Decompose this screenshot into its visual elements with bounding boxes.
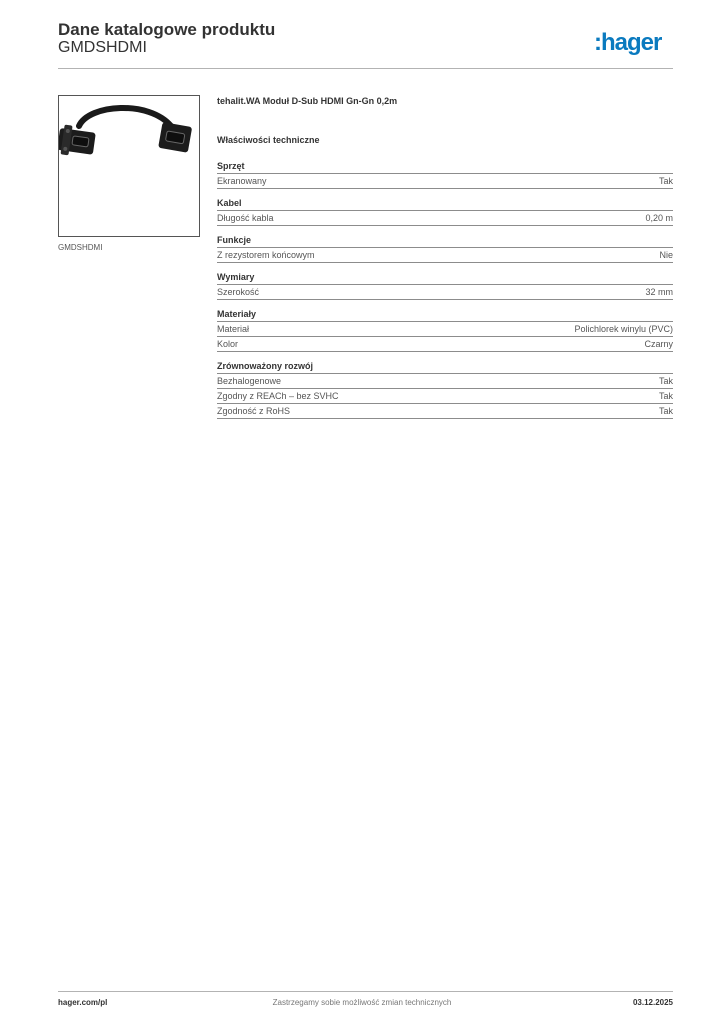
- group-title: Sprzęt: [217, 161, 673, 174]
- spec-row: [217, 174, 673, 189]
- header-divider: [58, 68, 673, 69]
- spec-value: Tak: [658, 406, 673, 416]
- spec-row: [217, 337, 673, 352]
- spec-group-funkcje: [217, 235, 673, 263]
- image-caption: GMDSHDMI: [58, 243, 103, 252]
- spec-value: Polichlorek winylu (PVC): [574, 324, 673, 334]
- footer-website-link[interactable]: hager.com/pl: [58, 998, 108, 1007]
- spec-group-kabel: [217, 198, 673, 226]
- spec-row: [217, 322, 673, 337]
- spec-label: Ekranowany: [217, 176, 267, 186]
- hager-logo: [594, 28, 674, 58]
- group-title: Wymiary: [217, 272, 673, 285]
- spec-label: Materiał: [217, 324, 250, 334]
- spec-group-materialy: [217, 309, 673, 352]
- spec-value: Czarny: [644, 339, 673, 349]
- spec-group-sprzet: [217, 161, 673, 189]
- page-subtitle: GMDSHDMI: [58, 39, 147, 56]
- product-title: tehalit.WA Moduł D-Sub HDMI Gn-Gn 0,2m: [217, 96, 398, 106]
- spec-group-wymiary: [217, 272, 673, 300]
- section-title: Właściwości techniczne: [217, 135, 320, 145]
- spec-value: Tak: [658, 391, 673, 401]
- spec-label: Długość kabla: [217, 213, 274, 223]
- spec-group-zrownowazony-rozwoj: [217, 361, 673, 419]
- group-title: Zrównoważony rozwój: [217, 361, 673, 374]
- footer-date: 03.12.2025: [632, 998, 673, 1007]
- hager-logo-text: :hager: [594, 29, 662, 56]
- spec-value: Tak: [658, 376, 673, 386]
- group-title: Kabel: [217, 198, 673, 211]
- spec-row: [217, 248, 673, 263]
- spec-label: Bezhalogenowe: [217, 376, 282, 386]
- spec-row: [217, 389, 673, 404]
- spec-label: Kolor: [217, 339, 239, 349]
- hdmi-cable-icon: [59, 96, 199, 236]
- group-title: Materiały: [217, 309, 673, 322]
- page-title: Dane katalogowe produktu: [58, 20, 276, 39]
- spec-value: Nie: [659, 250, 673, 260]
- spec-label: Zgodność z RoHS: [217, 406, 291, 416]
- product-image: [58, 95, 200, 237]
- spec-row: [217, 285, 673, 300]
- spec-value: 32 mm: [645, 287, 673, 297]
- spec-content: [217, 96, 673, 428]
- spec-label: Z rezystorem końcowym: [217, 250, 315, 260]
- spec-row: [217, 404, 673, 419]
- spec-row: [217, 211, 673, 226]
- footer-disclaimer: Zastrzegamy sobie możliwość zmian technicznych: [272, 998, 452, 1007]
- footer-divider: [58, 991, 673, 992]
- group-title: Funkcje: [217, 235, 673, 248]
- spec-label: Zgodny z REACh – bez SVHC: [217, 391, 339, 401]
- spec-value: Tak: [658, 176, 673, 186]
- spec-row: [217, 374, 673, 389]
- spec-label: Szerokość: [217, 287, 260, 297]
- spec-value: 0,20 m: [645, 213, 673, 223]
